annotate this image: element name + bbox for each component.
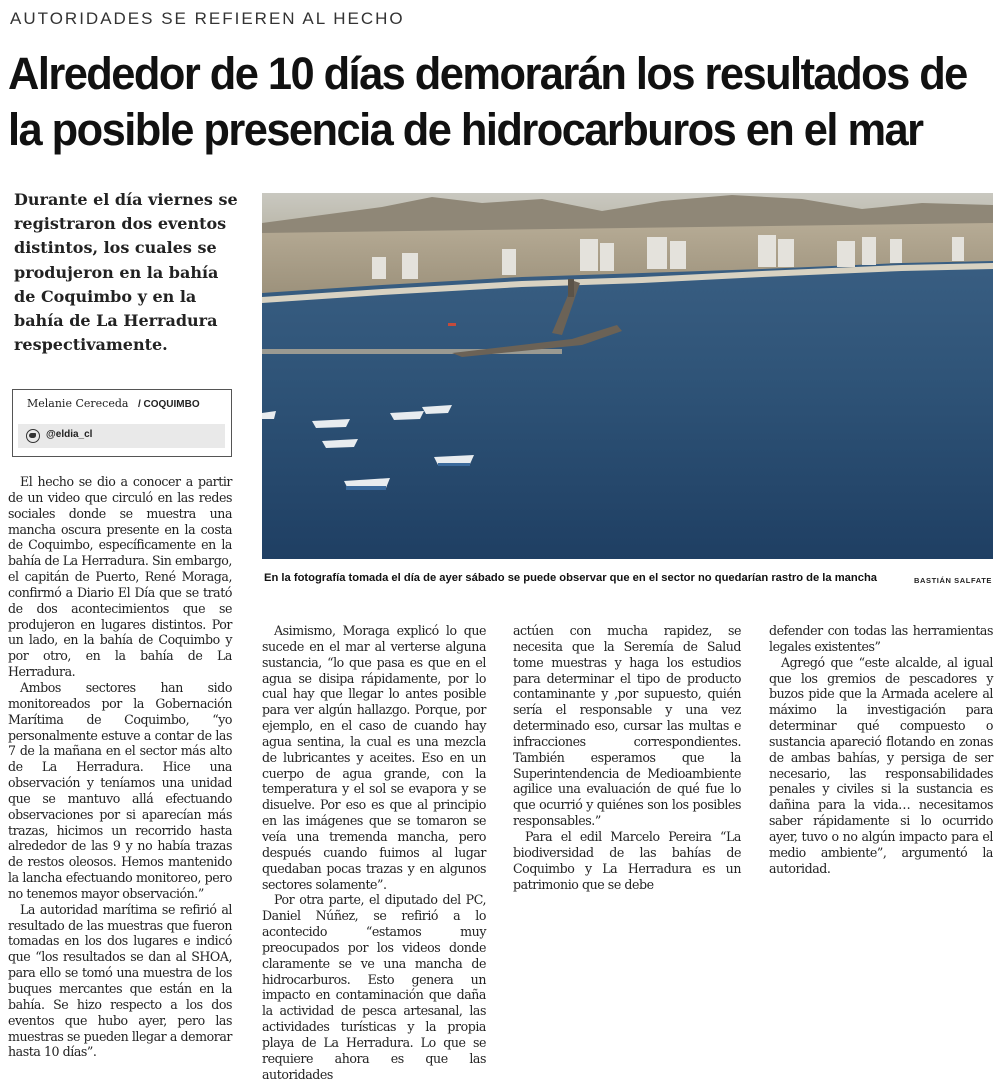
paragraph: Asimismo, Moraga explicó lo que sucede en el mar al verterse alguna sustancia, “lo que pasa es que en el agua se disipa rápidamente, por lo cual hay que llegar lo antes posible para ver algún hallazgo. Porque, por ejemplo, en el caso de cuando hay agua sentina, la cual es una mezcla de lubricantes y aceites. Eso en un cuerpo de agua grande, con la temperatura y el sol se evapora y se disuelve. Por eso es que al principio en las imágenes que se tomaron se veía una tremenda mancha, pero después cuando fuimos al lugar quedaban pocas trazas y en algunos sectores solamente”. bbox=[262, 623, 486, 892]
headline-line-1: Alrededor de 10 días demorarán los resultados de bbox=[8, 48, 967, 99]
photo-caption: En la fotografía tomada el día de ayer sábado se puede observar que en el sector no quedarían rastro de la mancha bbox=[264, 572, 878, 584]
byline-location: / COQUIMBO bbox=[137, 399, 200, 410]
body-column-4 bbox=[769, 623, 993, 877]
body-column-1 bbox=[8, 474, 232, 1060]
body-column-3 bbox=[513, 623, 741, 892]
body-column-2 bbox=[262, 623, 486, 1082]
byline-author-row bbox=[27, 397, 200, 410]
paragraph: Para el edil Marcelo Pereira “La biodiversidad de las bahías de Coquimbo y La Herradura es un patrimonio que se debe bbox=[513, 828, 741, 892]
byline-box bbox=[12, 389, 232, 457]
paragraph: Por otra parte, el diputado del PC, Daniel Núñez, se refirió a lo acontecido “estamos muy preocupados por los videos donde claramente se ve una mancha de hidrocarburos. Esto genera un impacto en contaminación que daña la actividad de pesca artesanal, las actividades turísticas y la propia playa de La Herradura. Lo que se requiere ahora es que las autoridades bbox=[262, 892, 486, 1082]
paragraph: Ambos sectores han sido monitoreados por la Gobernación Marítima de Coquimbo, “yo personalmente estuve a contar de las 7 de la mañana en el sector más alto de La Herradura. Hice una observación y teníamos una unidad que se mantuvo allá efectuando observaciones por si aparecían más trazas, hicimos un recorrido hasta alrededor de las 9 y no había trazas de restos oleosos. Hemos mantenido la lancha efectuando monitoreo, pero no tenemos mayor observación.” bbox=[8, 679, 232, 901]
news-photo bbox=[262, 193, 993, 559]
headline-line-2: la posible presencia de hidrocarburos en el mar bbox=[8, 104, 923, 155]
section-kicker: AUTORIDADES SE REFIEREN AL HECHO bbox=[10, 9, 405, 28]
paragraph: actúen con mucha rapidez, se necesita que la Seremía de Salud tome muestras y haga los estudios para determinar el tipo de producto contaminante y ,por supuesto, quién sería el responsable y una vez determinado eso, cursar las multas e infracciones correspondientes. También esperamos que la Superintendencia de Medioambiente agilice una evaluación de qué fue lo que ocurrió y quiénes son los posibles responsables.” bbox=[513, 623, 741, 829]
paragraph: El hecho se dio a conocer a partir de un video que circuló en las redes sociales donde se muestra una mancha oscura presente en la costa de Coquimbo, específicamente en la bahía de La Herradura. Sin embargo, el capitán de Puerto, René Moraga, confirmó a Diario El Día que se trató de dos acontecimientos que se produjeron en lugares distintos. Por un lado, en la bahía de Coquimbo y por otro, en la bahía de La Herradura. bbox=[8, 474, 232, 680]
author-name: Melanie Cereceda bbox=[27, 397, 129, 410]
photo-credit: BASTIÁN SALFATE bbox=[913, 576, 992, 585]
paragraph: Agregó que “este alcalde, al igual que los gremios de pescadores y buzos pide que la Armada acelere al máximo la investigación para determinar qué compuesto o sustancia apareció flotando en zonas de ambas bahías, y persiga de ser necesario, las responsabilidades penales y civiles si la sustancia es dañina para la vida… necesitamos saber rápidamente si lo ocurrido ayer, tuvo o no algún impacto para el medio ambiente”, argumentó la autoridad. bbox=[769, 654, 993, 876]
byline-social-row bbox=[18, 424, 225, 448]
twitter-handle[interactable]: @eldia_cl bbox=[46, 429, 93, 440]
paragraph: defender con todas las herramientas legales existentes” bbox=[769, 623, 993, 654]
paragraph: La autoridad marítima se refirió al resultado de las muestras que fueron tomadas en los dos lugares e indicó que “los resultados se dan al SHOA, para ello se tomó una muestra de los buques mercantes que están en la bahía. Se hizo respecto a los dos eventos que hubo ayer, pero las muestras se pueden llegar a demorar hasta 10 días”. bbox=[8, 901, 232, 1060]
bay-aerial-photo-illustration bbox=[262, 193, 993, 559]
lede-summary: Durante el día viernes se registraron dos eventos distintos, los cuales se produjeron en la bahía de Coquimbo y en la bahía de La Herradura respectivamente. bbox=[14, 190, 238, 355]
headline bbox=[8, 46, 967, 158]
twitter-icon bbox=[26, 429, 40, 443]
